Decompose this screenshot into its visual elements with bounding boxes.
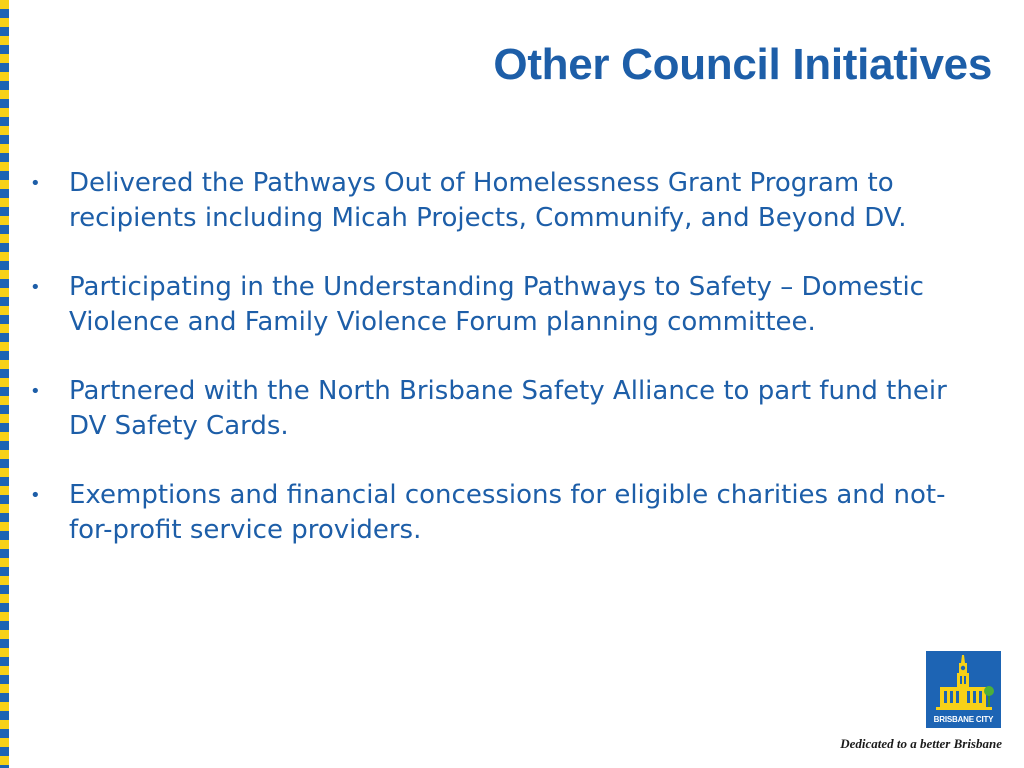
logo-text: BRISBANE CITY: [933, 715, 994, 724]
bullet-text: Partnered with the North Brisbane Safety Alliance to part fund their DV Safety Cards.: [69, 376, 947, 441]
bullet-item: [30, 374, 950, 444]
bullet-icon: •: [30, 485, 41, 506]
bullet-list: [30, 166, 950, 582]
slide-title: Other Council Initiatives: [493, 40, 992, 89]
city-hall-clock-tower-icon: [926, 651, 1001, 715]
bullet-item: [30, 270, 950, 340]
bullet-item: [30, 166, 950, 236]
tagline: Dedicated to a better Brisbane: [840, 736, 1002, 751]
bullet-text: Delivered the Pathways Out of Homelessness Grant Program to recipients including Micah Projects, Communify, and Beyond DV.: [69, 168, 907, 233]
bullet-item: [30, 478, 950, 548]
bullet-icon: •: [30, 381, 41, 402]
bullet-text: Participating in the Understanding Pathways to Safety – Domestic Violence and Family Violence Forum planning committee.: [69, 272, 924, 337]
bullet-icon: •: [30, 277, 41, 298]
bullet-text: Exemptions and financial concessions for eligible charities and not-for-profit service providers.: [69, 480, 946, 545]
brisbane-city-logo: [926, 651, 1001, 728]
bullet-icon: •: [30, 173, 41, 194]
left-decorative-stripe: [0, 0, 9, 768]
